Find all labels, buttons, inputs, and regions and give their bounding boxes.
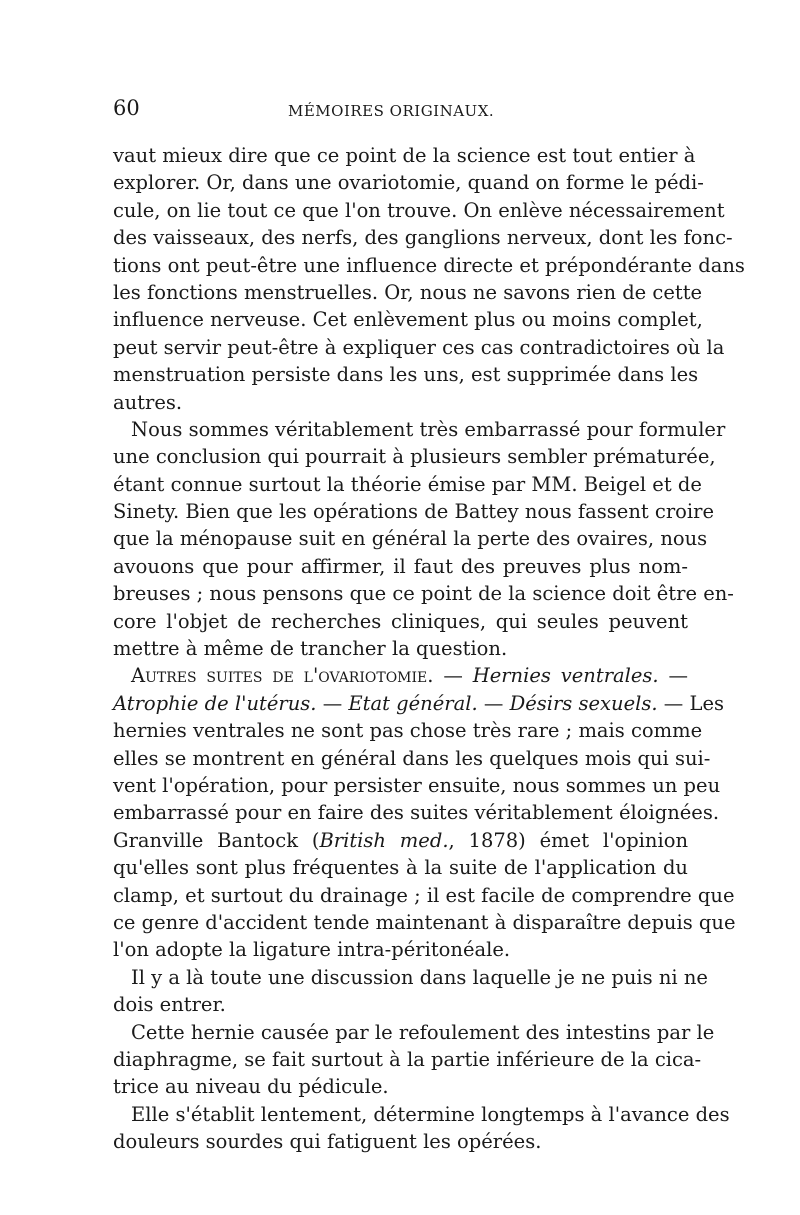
text-line: Il y a là toute une discussion dans laquelle je ne puis ni ne bbox=[131, 965, 708, 989]
citation-rest: , 1878) émet l'opinion bbox=[448, 828, 689, 852]
citation-journal: British med. bbox=[319, 828, 449, 852]
text-line: menstruation persiste dans les uns, est supprimée dans les bbox=[113, 363, 699, 387]
text-line: peut servir peut-être à expliquer ces cas contradictoires où la bbox=[113, 335, 725, 359]
separator: — bbox=[316, 691, 349, 715]
separator: — Les bbox=[657, 691, 724, 715]
text-line: l'on adopte la ligature intra-péritonéale. bbox=[113, 938, 511, 962]
text-line: embarrassé pour en faire des suites véritablement éloignées. bbox=[113, 801, 720, 825]
page-header bbox=[113, 96, 688, 126]
text-line: Nous sommes véritablement très embarrassé pour formuler bbox=[131, 417, 726, 441]
text-line: cule, on lie tout ce que l'on trouve. On enlève nécessairement bbox=[113, 198, 725, 222]
section-topics-line bbox=[113, 690, 724, 717]
text-line: Cette hernie causée par le refoulement des intestins par le bbox=[131, 1020, 715, 1044]
text-line: une conclusion qui pourrait à plusieurs sembler prématurée, bbox=[113, 445, 716, 469]
text-line: ce genre d'accident tende maintenant à disparaître depuis que bbox=[113, 910, 736, 934]
text-line: Elle s'établit lentement, détermine longtemps à l'avance des bbox=[131, 1102, 730, 1126]
text-line: autres. bbox=[113, 390, 183, 414]
text-line: influence nerveuse. Cet enlèvement plus ou moins complet, bbox=[113, 308, 703, 332]
topic-atrophie: Atrophie de l'utérus. bbox=[113, 691, 317, 715]
citation-author: Granville Bantock ( bbox=[113, 828, 320, 852]
text-line: clamp, et surtout du drainage ; il est facile de comprendre que bbox=[113, 883, 735, 907]
text-line: diaphragme, se fait surtout à la partie inférieure de la cica- bbox=[113, 1047, 702, 1071]
citation-line bbox=[113, 827, 688, 854]
separator: — bbox=[658, 664, 688, 688]
text-line: les fonctions menstruelles. Or, nous ne savons rien de cette bbox=[113, 280, 703, 304]
separator: — bbox=[433, 664, 473, 688]
separator: — bbox=[477, 691, 510, 715]
text-line: des vaisseaux, des nerfs, des ganglions nerveux, dont les fonc- bbox=[113, 226, 733, 250]
text-line: mettre à même de trancher la question. bbox=[113, 637, 508, 661]
text-line: dois entrer. bbox=[113, 993, 226, 1017]
page-number: 60 bbox=[113, 96, 140, 120]
topic-etat: Etat général. bbox=[348, 691, 478, 715]
text-line: trice au niveau du pédicule. bbox=[113, 1075, 389, 1099]
topic-desirs: Désirs sexuels. bbox=[509, 691, 658, 715]
text-line: que la ménopause suit en général la perte des ovaires, nous bbox=[113, 527, 708, 551]
body-text bbox=[113, 142, 745, 1155]
section-heading-line bbox=[113, 662, 688, 689]
text-line: Sinety. Bien que les opérations de Battey nous fassent croire bbox=[113, 500, 715, 524]
section-heading: Autres suites de l'ovariotomie. bbox=[131, 664, 434, 688]
text-line: hernies ventrales ne sont pas chose très rare ; mais comme bbox=[113, 719, 703, 743]
text-line: breuses ; nous pensons que ce point de la science doit être en- bbox=[113, 582, 734, 606]
text-line: core l'objet de recherches cliniques, qui seules peuvent bbox=[113, 609, 688, 633]
text-line: tions ont peut-être une influence directe et prépondérante dans bbox=[113, 253, 745, 277]
text-line: qu'elles sont plus fréquentes à la suite de l'application du bbox=[113, 856, 688, 880]
text-line: explorer. Or, dans une ovariotomie, quand on forme le pédi- bbox=[113, 171, 704, 195]
text-line: avouons que pour affirmer, il faut des preuves plus nom- bbox=[113, 554, 688, 578]
text-line: douleurs sourdes qui fatiguent les opérées. bbox=[113, 1130, 542, 1154]
text-line: vent l'opération, pour persister ensuite, nous sommes un peu bbox=[113, 773, 721, 797]
topic-hernies: Hernies ventrales. bbox=[472, 664, 659, 688]
running-title: MÉMOIRES ORIGINAUX. bbox=[288, 102, 495, 120]
text-line: elles se montrent en général dans les quelques mois qui sui- bbox=[113, 746, 711, 770]
text-line: vaut mieux dire que ce point de la science est tout entier à bbox=[113, 144, 696, 167]
text-line: étant connue surtout la théorie émise par MM. Beigel et de bbox=[113, 472, 702, 496]
